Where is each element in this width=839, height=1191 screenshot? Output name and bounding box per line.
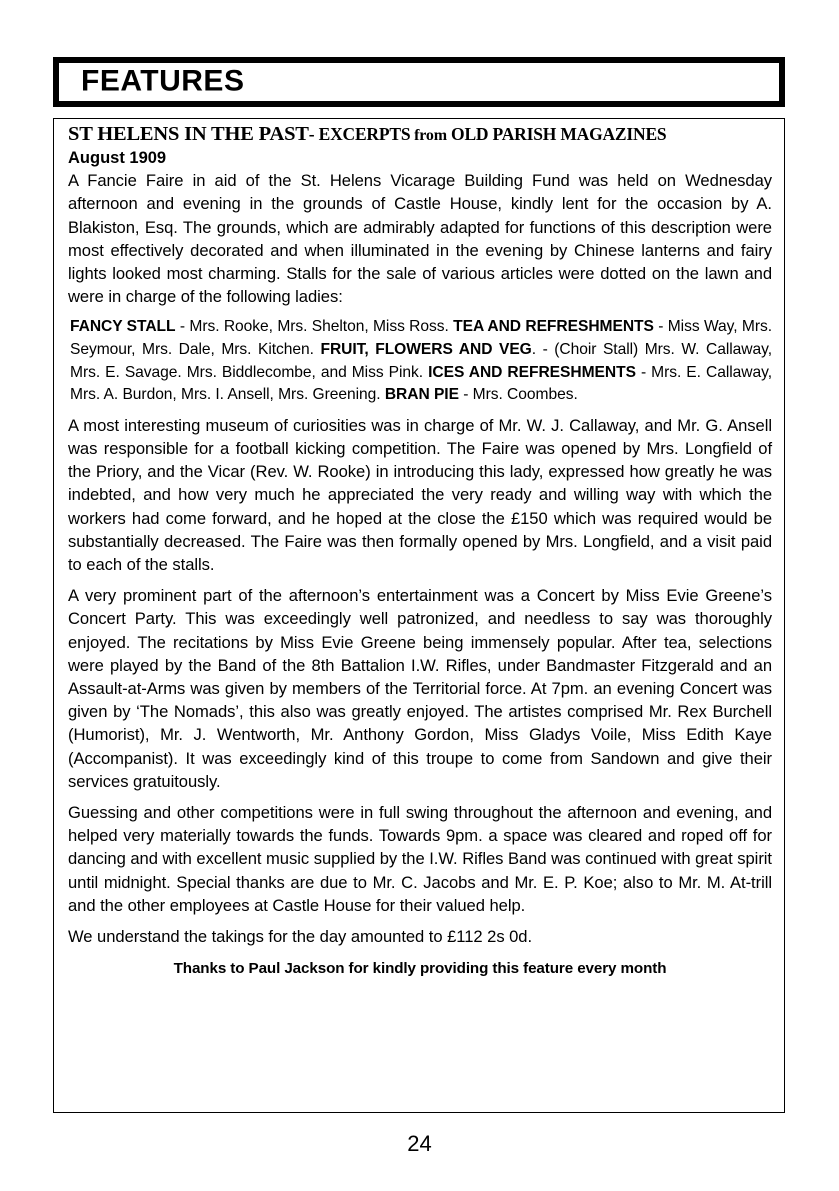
stall-label-fruit: FRUIT, FLOWERS AND VEG — [320, 340, 532, 358]
heading-from-word: from — [414, 127, 447, 144]
article-paragraph-4: Guessing and other competitions were in full swing throughout the afternoon and evening, and helped very materially towards the funds. Towards 9pm. a space was cleared and roped off for dancing and with excellent music supplied by the I.W. Rifles Band was continued with great spirit until midnight. Special thanks are due to Mr. C. Jacobs and Mr. E. P. Koe; also to Mr. M. At-trill and the other employees at Castle House for their valued help. — [68, 802, 772, 915]
article-paragraph-1: A Fancie Faire in aid of the St. Helens Vicarage Building Fund was held on Wednesday afternoon and evening in the grounds of Castle House, kindly lent for the occasion by A. Blakiston, Esq. The grounds, which are admirably adapted for functions of this description were most effectively decorated and when illuminated in the evening by Chinese lanterns and fairy lights looked most charming. Stalls for the sale of various articles were dotted on the lawn and were in charge of the following ladies: — [68, 171, 772, 307]
heading-dash: - — [308, 124, 315, 144]
stall-label-tea: TEA AND REFRESHMENTS — [453, 318, 654, 336]
article-frame — [53, 118, 785, 1113]
article-paragraph-5: We understand the takings for the day amounted to £112 2s 0d. — [68, 927, 533, 946]
heading-excerpts-text: EXCERPTS — [318, 124, 411, 144]
features-header-box — [53, 57, 785, 107]
contributor-credit: Thanks to Paul Jackson for kindly providing this feature every month — [173, 960, 667, 978]
stall-names-branpie: - Mrs. Coombes. — [458, 386, 578, 404]
stall-names-tea: - Miss Way, Mrs. Seymour, Mrs. Dale, Mrs. Kitchen. — [70, 318, 772, 358]
article-paragraph-3: A very prominent part of the afternoon’s entertainment was a Concert by Miss Evie Greene’s Concert Party. This was exceedingly well patronized, and needless to say was thoroughly enjoyed. The recitations by Miss Evie Greene being immensely popular. After tea, selections were played by the Band of the 8th Battalion I.W. Rifles, under Bandmaster Fitzgerald and an Assault-at-Arms was given by members of the Territorial force. At 7pm. an evening Concert was given by ‘The Nomads’, this also was greatly enjoyed. The artistes comprised Mr. Rex Burchell (Humorist), Mr. J. Wentworth, Mr. Anthony Gordon, Miss Gladys Voile, Miss Edith Kaye (Accompanist). It was exceedingly kind of this troupe to come from Sandown and give their services gratuitously. — [68, 586, 772, 791]
stall-label-branpie: BRAN PIE — [384, 386, 459, 404]
stall-list-paragraph — [68, 316, 772, 406]
page-title: FEATURES — [81, 64, 245, 98]
article-paragraph-2: A most interesting museum of curiosities was in charge of Mr. W. J. Callaway, and Mr. G. Ansell was responsible for a football kicking competition. The Faire was opened by Mrs. Longfield of the Priory, and the Vicar (Rev. W. Rooke) in introducing this lady, expressed how greatly he was indebted, and how very much he appreciated the very ready and willing way with which the workers had come forward, and he hoped at the close the £150 which was required would be substantially decreased. The Faire was then formally opened by Mrs. Longfield, and a visit paid to each of the stalls. — [68, 415, 772, 574]
stall-names-fancy: - Mrs. Rooke, Mrs. Shelton, Miss Ross. — [175, 318, 454, 336]
article-date: August 1909 — [68, 148, 167, 167]
stall-label-fancy: FANCY STALL — [70, 318, 176, 336]
stall-label-ices: ICES AND REFRESHMENTS — [428, 363, 636, 381]
article-heading — [68, 124, 772, 146]
stall-names-fruit: . - (Choir Stall) Mrs. W. Callaway, Mrs. E. Savage. Mrs. Biddlecombe, and Miss Pink. — [70, 340, 772, 381]
heading-main-text: ST HELENS IN THE PAST — [68, 123, 309, 145]
stall-names-ices: - Mrs. E. Callaway, Mrs. A. Burdon, Mrs. I. Ansell, Mrs. Greening. — [70, 363, 772, 404]
heading-source-text: OLD PARISH MAGAZINES — [451, 124, 667, 144]
page-number: 24 — [407, 1131, 432, 1156]
